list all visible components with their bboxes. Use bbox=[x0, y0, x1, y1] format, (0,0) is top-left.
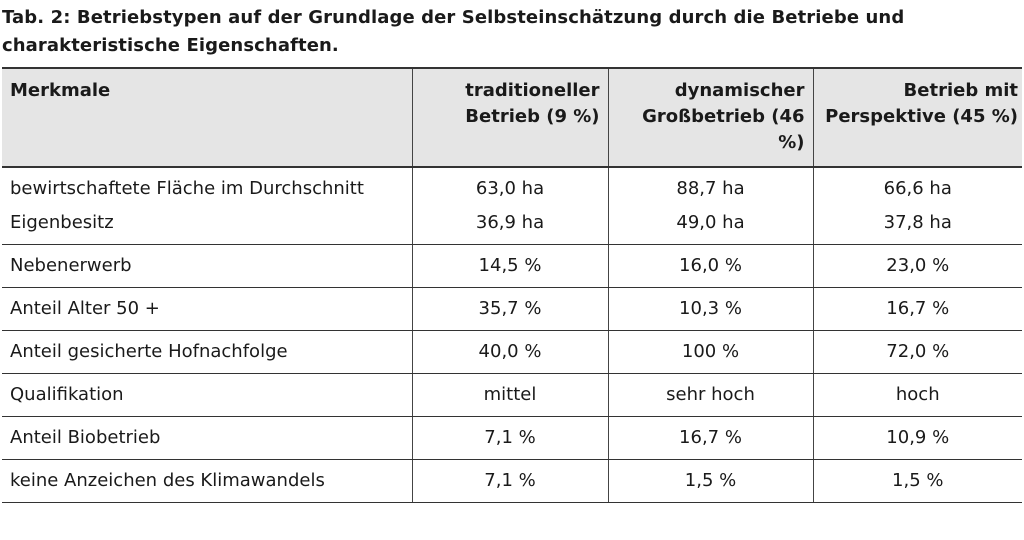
row-label: Anteil gesicherte Hofnachfolge bbox=[2, 331, 412, 374]
header-row bbox=[2, 68, 1022, 167]
table-row bbox=[2, 204, 1022, 245]
header-traditioneller-betrieb bbox=[412, 68, 608, 167]
header-label-line1: dynamischer bbox=[674, 80, 805, 101]
table-row bbox=[2, 460, 1022, 503]
table-row bbox=[2, 374, 1022, 417]
cell-value: 49,0 ha bbox=[608, 204, 813, 245]
header-label-line2: Großbetrieb (46 %) bbox=[642, 106, 805, 153]
cell-value: 7,1 % bbox=[412, 417, 608, 460]
cell-value: 16,7 % bbox=[813, 288, 1022, 331]
cell-value: 14,5 % bbox=[412, 245, 608, 288]
cell-value: 10,9 % bbox=[813, 417, 1022, 460]
header-label-line1: traditioneller bbox=[465, 80, 600, 101]
cell-value: 100 % bbox=[608, 331, 813, 374]
row-label: Nebenerwerb bbox=[2, 245, 412, 288]
row-label: Qualifikation bbox=[2, 374, 412, 417]
cell-value: sehr hoch bbox=[608, 374, 813, 417]
cell-value: 1,5 % bbox=[813, 460, 1022, 503]
data-table bbox=[2, 67, 1022, 503]
table-row bbox=[2, 288, 1022, 331]
header-label-line1: Betrieb mit bbox=[903, 80, 1018, 101]
cell-value: 10,3 % bbox=[608, 288, 813, 331]
cell-value: 23,0 % bbox=[813, 245, 1022, 288]
cell-value: 63,0 ha bbox=[412, 167, 608, 204]
row-label: Anteil Biobetrieb bbox=[2, 417, 412, 460]
cell-value: 40,0 % bbox=[412, 331, 608, 374]
header-betrieb-mit-perspektive bbox=[813, 68, 1022, 167]
cell-value: 72,0 % bbox=[813, 331, 1022, 374]
row-label: Eigenbesitz bbox=[2, 204, 412, 245]
cell-value: 16,7 % bbox=[608, 417, 813, 460]
cell-value: 37,8 ha bbox=[813, 204, 1022, 245]
header-dynamischer-grossbetrieb bbox=[608, 68, 813, 167]
header-label-line2: Perspektive (45 %) bbox=[825, 106, 1018, 127]
table-row bbox=[2, 245, 1022, 288]
cell-value: 35,7 % bbox=[412, 288, 608, 331]
table-row bbox=[2, 417, 1022, 460]
row-label: keine Anzeichen des Klimawandels bbox=[2, 460, 412, 503]
cell-value: hoch bbox=[813, 374, 1022, 417]
cell-value: 36,9 ha bbox=[412, 204, 608, 245]
cell-value: 66,6 ha bbox=[813, 167, 1022, 204]
header-label-line2: Betrieb (9 %) bbox=[465, 106, 600, 127]
cell-value: 7,1 % bbox=[412, 460, 608, 503]
table-caption: Tab. 2: Betriebstypen auf der Grundlage der Selbsteinschätzung durch die Betriebe und charakteristische Eigenschaften. bbox=[2, 7, 905, 56]
table-row bbox=[2, 331, 1022, 374]
cell-value: 88,7 ha bbox=[608, 167, 813, 204]
cell-value: 1,5 % bbox=[608, 460, 813, 503]
cell-value: 16,0 % bbox=[608, 245, 813, 288]
header-merkmale-label: Merkmale bbox=[10, 80, 111, 101]
table-row bbox=[2, 167, 1022, 204]
cell-value: mittel bbox=[412, 374, 608, 417]
row-label: bewirtschaftete Fläche im Durchschnitt bbox=[10, 178, 364, 199]
row-label: Anteil Alter 50 + bbox=[2, 288, 412, 331]
header-merkmale bbox=[2, 68, 412, 167]
